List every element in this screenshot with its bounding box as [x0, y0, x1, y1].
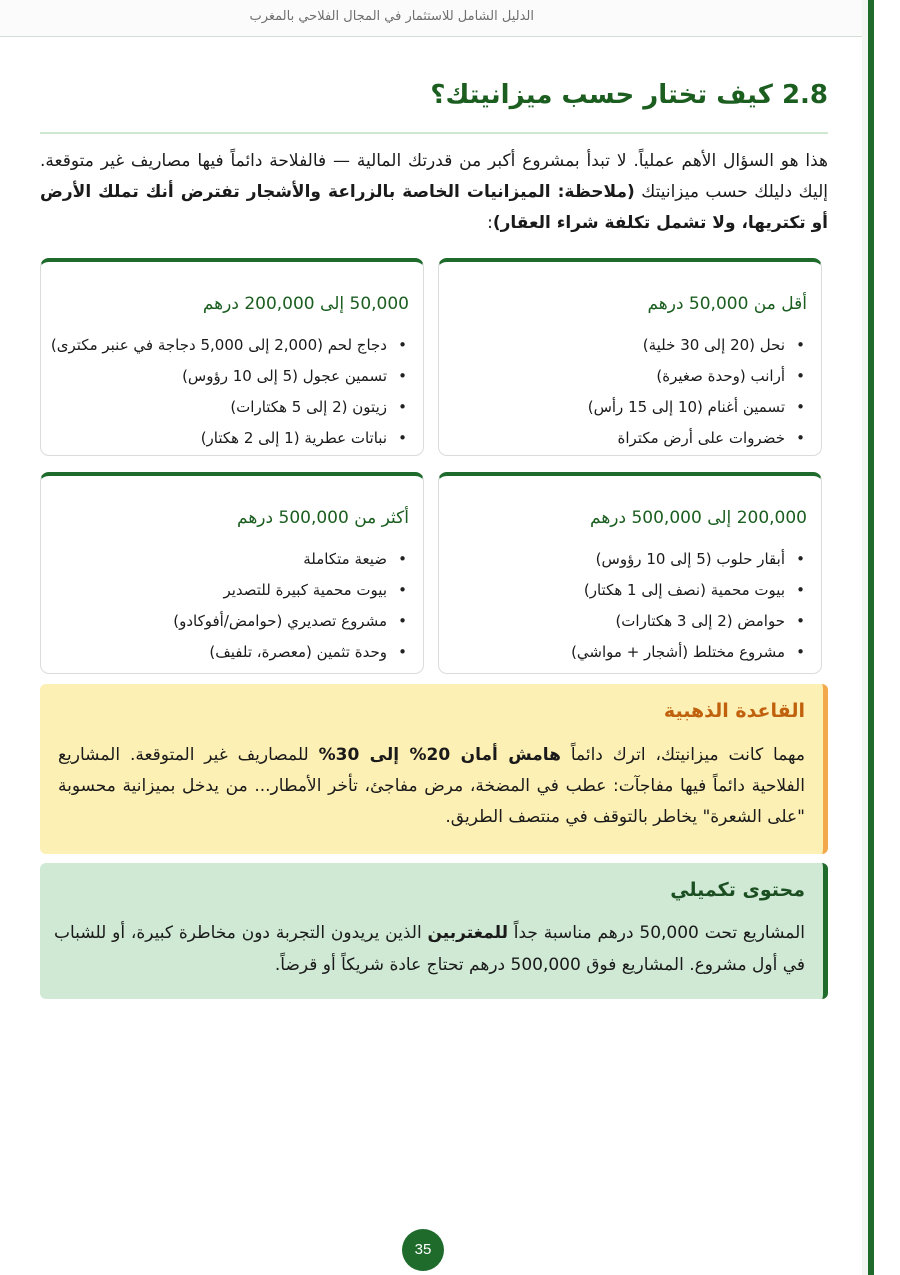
budget-card-200k-500k	[438, 472, 822, 674]
section-title: 2.8 كيف تختار حسب ميزانيتك؟	[430, 80, 828, 110]
budget-card-title: أكثر من 500,000 درهم	[237, 508, 409, 528]
budget-card-list	[449, 330, 807, 454]
budget-card-over-500k	[40, 472, 424, 674]
supplement-box	[40, 863, 828, 999]
budget-card-title: 200,000 إلى 500,000 درهم	[590, 508, 807, 528]
list-item: • خضروات على أرض مكتراة	[449, 423, 807, 454]
budget-card-50k-200k	[40, 258, 424, 456]
supplement-bold: للمغتربين	[427, 923, 508, 943]
budget-card-under-50k	[438, 258, 822, 456]
list-item: • بيوت محمية كبيرة للتصدير	[51, 575, 409, 606]
golden-rule-text-end: للمصاريف غير المتوقعة. المشاريع الفلاحية دائماً فيها مفاجآت: عطب في المضخة، مرض مفاجئ، تأخر الأمطار... من يدخل بميزانية محسوبة "على الشعرة" يخاطر بالتوقف في منتصف الطريق.	[58, 745, 805, 827]
list-item: • أبقار حلوب (5 إلى 10 رؤوس)	[449, 544, 807, 575]
budget-card-list	[51, 330, 409, 454]
golden-rule-text-start: مهما كانت ميزانيتك، اترك دائماً	[560, 745, 806, 765]
supplement-text-end: الذين يريدون التجربة دون مخاطرة كبيرة، أو للشباب في أول مشروع. المشاريع فوق 500,000 درهم تحتاج عادة شريكاً أو قرضاً.	[54, 923, 805, 975]
page-number: 35	[402, 1229, 444, 1271]
intro-text: هذا هو السؤال الأهم عملياً. لا تبدأ بمشروع أكبر من قدرتك المالية — فالفلاحة دائماً فيها مصاريف غير متوقعة. إليك دليلك حسب ميزانيتك	[40, 151, 828, 202]
list-item: • بيوت محمية (نصف إلى 1 هكتار)	[449, 575, 807, 606]
list-item: • دجاج لحم (2,000 إلى 5,000 دجاجة في عنبر مكترى)	[51, 330, 409, 361]
supplement-text	[54, 917, 805, 981]
budget-card-list	[449, 544, 807, 668]
running-header-title: الدليل الشامل للاستثمار في المجال الفلاحي بالمغرب	[249, 9, 534, 24]
list-item: • نحل (20 إلى 30 خلية)	[449, 330, 807, 361]
list-item: • نباتات عطرية (1 إلى 2 هكتار)	[51, 423, 409, 454]
intro-colon: :	[487, 213, 493, 233]
list-item: • تسمين عجول (5 إلى 10 رؤوس)	[51, 361, 409, 392]
list-item: • تسمين أغنام (10 إلى 15 رأس)	[449, 392, 807, 423]
budget-card-list	[51, 544, 409, 668]
list-item: • أرانب (وحدة صغيرة)	[449, 361, 807, 392]
intro-paragraph	[40, 146, 828, 239]
golden-rule-title: القاعدة الذهبية	[663, 700, 805, 722]
title-divider	[40, 132, 828, 134]
golden-rule-text	[58, 740, 805, 833]
intro-note-bold: (ملاحظة: الميزانيات الخاصة بالزراعة والأشجار تفترض أنك تملك الأرض أو تكتريها، ولا تشمل تكلفة شراء العقار)	[40, 182, 828, 233]
supplement-text-start: المشاريع تحت 50,000 درهم مناسبة جداً	[507, 923, 805, 943]
list-item: • وحدة تثمين (معصرة، تلفيف)	[51, 637, 409, 668]
supplement-title: محتوى تكميلي	[670, 879, 805, 901]
budget-card-title: أقل من 50,000 درهم	[647, 294, 807, 314]
golden-rule-bold: هامش أمان 20% إلى 30%	[318, 745, 561, 765]
list-item: • ضيعة متكاملة	[51, 544, 409, 575]
list-item: • مشروع تصديري (حوامض/أفوكادو)	[51, 606, 409, 637]
budget-card-title: 50,000 إلى 200,000 درهم	[202, 294, 409, 314]
page-edge-bar	[868, 0, 874, 1275]
list-item: • زيتون (2 إلى 5 هكتارات)	[51, 392, 409, 423]
golden-rule-box	[40, 684, 828, 854]
list-item: • حوامض (2 إلى 3 هكتارات)	[449, 606, 807, 637]
running-header	[0, 0, 862, 37]
list-item: • مشروع مختلط (أشجار + مواشي)	[449, 637, 807, 668]
